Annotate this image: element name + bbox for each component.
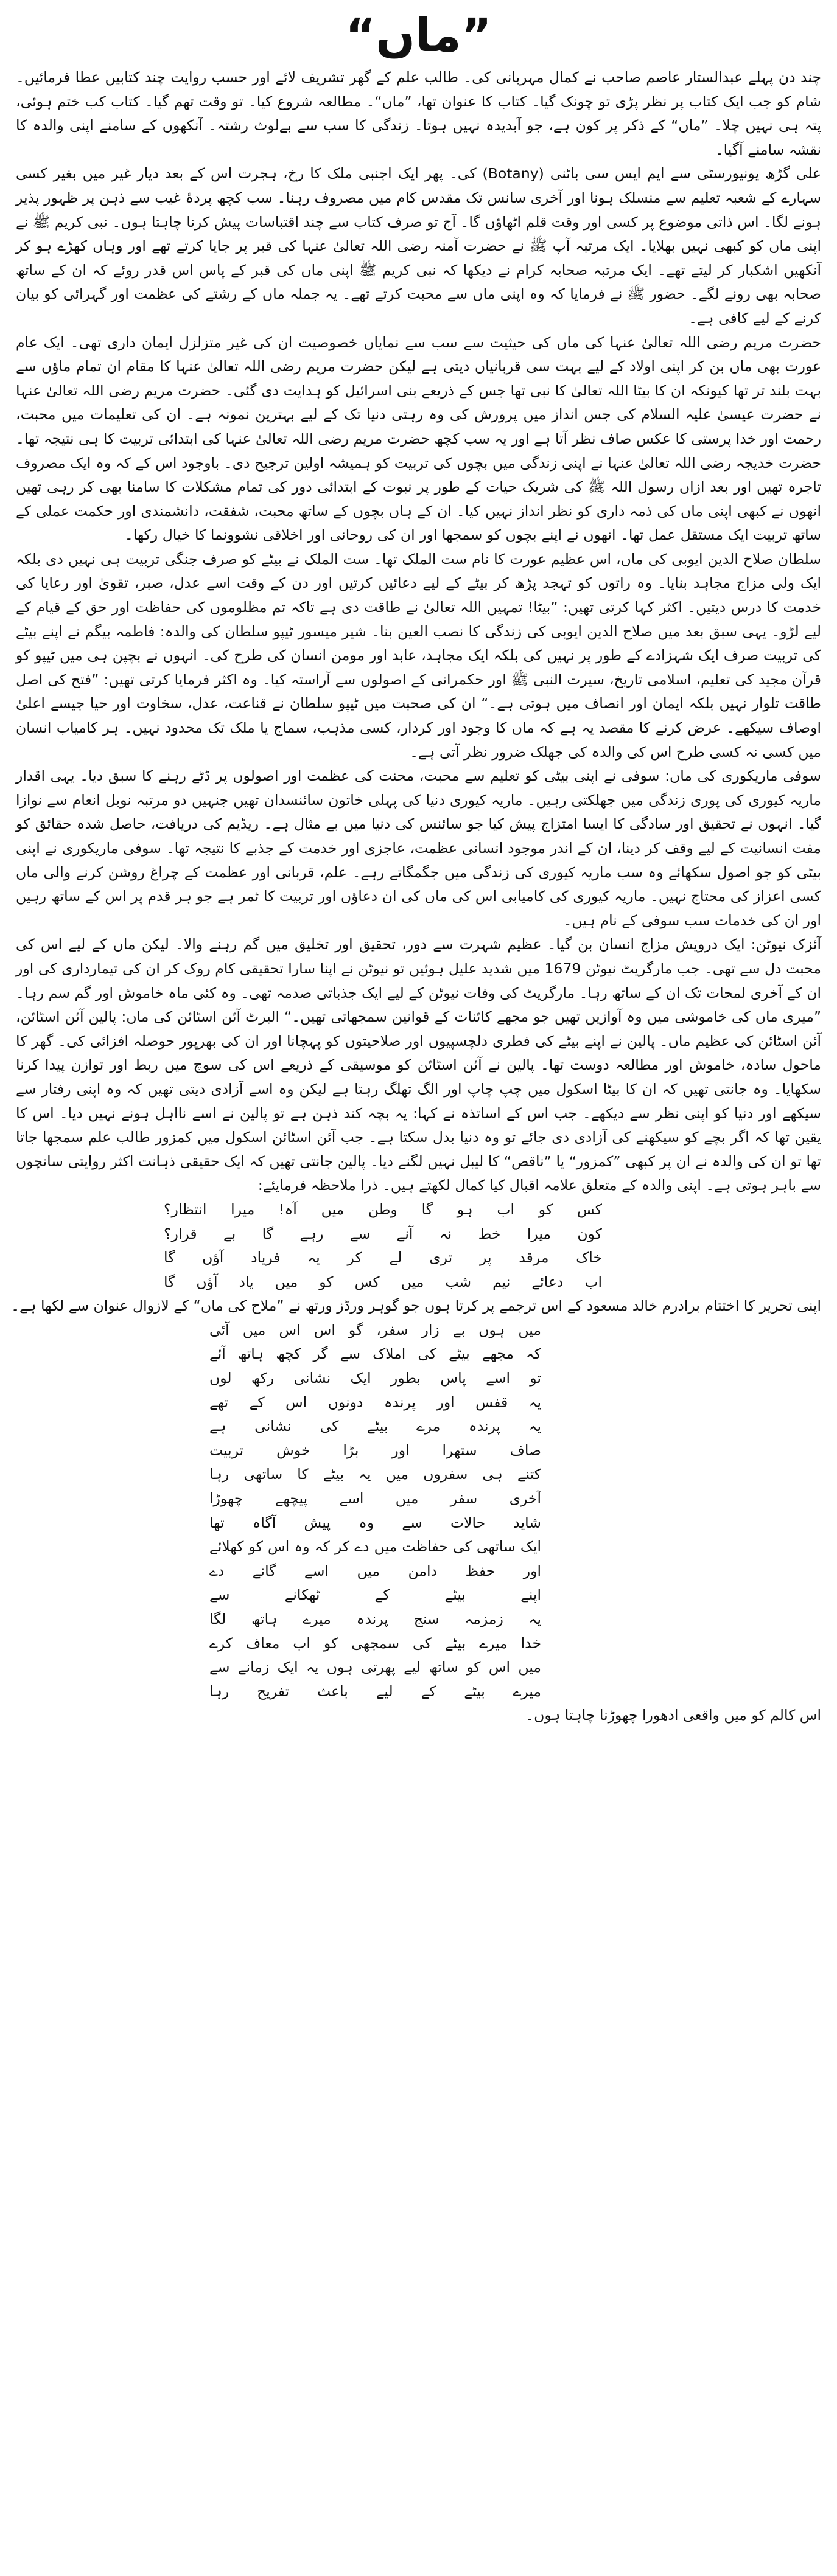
poem-line: شاید حالات سے وہ پیش آگاہ تھا: [209, 1514, 541, 1531]
poem-line: یہ زمزمہ سنج پرندہ میرے ہاتھ لگا: [209, 1610, 541, 1627]
poem-line: خاک مرقد پر تری لے کر یہ فریاد آؤں گا: [164, 1249, 602, 1267]
sailors-mother-poem: [209, 1318, 541, 1704]
paragraph-hazrat-maryam: حضرت مریم رضی اللہ تعالیٰ عنہا کی ماں کی حیثیت سے سب سے نمایاں خصوصیت ان کی غیر متزلزل ایمان داری تھی۔ ایک عام عورت بھی ماں بن کر اپنی اولاد کے لیے بہت سی قربانیاں دیتی ہے لیکن حضرت مریم رضی اللہ تعالیٰ عنہا کا مقام ان تمام ماؤں سے بہت بلند تر تھا کیونکہ ان کا بیٹا اللہ تعالیٰ کا نبی تھا جس کے ذریعے بنی اسرائیل کو ہدایت دی گئی۔ حضرت مریم رضی اللہ تعالیٰ عنہا نے حضرت عیسیٰ علیہ السلام کی جس انداز میں پرورش کی وہ رہتی دنیا تک کے لیے بہترین نمونہ ہے۔ ان کی تعلیمات میں محبت، رحمت اور خدا پرستی کا عکس صاف نظر آتا ہے اور یہ سب کچھ حضرت مریم رضی اللہ تعالیٰ عنہا کی ابتدائی تربیت کا ہی نتیجہ تھا۔ حضرت خدیجہ رضی اللہ تعالیٰ عنہا نے اپنی زندگی میں بچوں کی تربیت کو ہمیشہ اولین ترجیح دی۔ باوجود اس کے کہ وہ ایک مصروف تاجرہ تھیں اور بعد ازاں رسول اللہ ﷺ کی شریک حیات کے طور پر نبوت کے ابتدائی دور کی تمام مشکلات کا سامنا بھی کر رہی تھیں انھوں نے کبھی اپنی ماں کی ذمہ داری کو نظر انداز نہیں کیا۔ ان کے ہاں بچوں کے ساتھ محبت، شفقت، دانشمندی اور حکمت عملی کے ساتھ تربیت ایک مستقل عمل تھا۔ انھوں نے اپنے بچوں کو سمجھا اور ان کی روحانی اور اخلاقی نشوونما کا خیال رکھا۔: [16, 333, 821, 544]
paragraph-newton-einstein: آئزک نیوٹن: ایک درویش مزاج انسان بن گیا۔ عظیم شہرت سے دور، تحقیق اور تخلیق میں گم رہنے والا۔ لیکن ماں کے لیے اس کی محبت دل سے تھی۔ جب مارگریٹ نیوٹن 1679 میں شدید علیل ہوئیں تو نیوٹن نے اپنا سارا تحقیقی کام روک کر ان کی تیمارداری کی اور ان کے آخری لمحات تک ان کے ساتھ رہا۔ مارگریٹ کی وفات نیوٹن کے لیے ایک جذباتی صدمہ تھی۔ وہ کئی ماہ خاموش اور گم سم رہا۔ ”میری ماں کی خاموشی میں وہ آوازیں تھیں جو مجھے کائنات کے قوانین سمجھاتی تھیں۔“ البرٹ آئن اسٹائن کی ماں: پالین آئن اسٹائن، آئن اسٹائن کی عظیم ماں۔ پالین نے اپنے بیٹے کی فطری دلچسپیوں اور صلاحیتوں کو پہچانا اور ان کی بھرپور حوصلہ افزائی کی۔ گھر کا ماحول سادہ، خاموش اور مطالعہ دوست تھا۔ پالین نے آئن اسٹائن کو موسیقی کے ذریعے اس کی سوچ میں ربط اور توازن پیدا کرنا سکھایا۔ وہ جانتی تھیں کہ ان کا بیٹا اسکول میں چپ چاپ اور الگ تھلگ رہتا ہے لیکن وہ اسے آزادی دیتی تھیں کہ وہ اپنی رفتار سے سیکھے اور دنیا کو اپنی نظر سے دیکھے۔ جب اس کے اساتذہ نے کہا: یہ بچہ کند ذہن ہے تو پالین نے اسے نااہل ہونے نہیں دیا۔ اس کا یقین تھا کہ اگر بچے کو سیکھنے کی آزادی دی جائے تو وہ دنیا بدل سکتا ہے۔ جب آئن اسٹائن اسکول میں کمزور طالب علم سمجھا جاتا تھا تو ان کی والدہ نے ان پر کبھی ”کمزور“ یا ”ناقص“ کا لیبل نہیں لگنے دیا۔ پالین جانتی تھیں کہ ایک حقیقی ذہانت اکثر روایتی سانچوں سے باہر ہوتی ہے۔ اپنی والدہ کے متعلق علامہ اقبال کیا کمال لکھتے ہیں۔ ذرا ملاحظہ فرمایئے:: [16, 936, 821, 1194]
poem-line: کتنے ہی سفروں میں یہ بیٹے کا ساتھی رہا: [209, 1466, 541, 1483]
poem-line: اب دعائے نیم شب میں کس کو میں یاد آؤں گا: [164, 1273, 602, 1290]
poem-line: ایک ساتھی کی حفاظت میں دے کر کہ وہ اس کو کھلائے: [209, 1538, 541, 1556]
poem-line: میرے بیٹے کے لیے باعث تفریح رہا: [209, 1682, 541, 1700]
paragraph-intro: چند دن پہلے عبدالستار عاصم صاحب نے کمال مہربانی کی۔ طالب علم کے گھر تشریف لائے اور حسب روایت چند کتابیں عطا فرمائیں۔ شام کو جب ایک کتاب پر نظر پڑی تو چونک گیا۔ کتاب کا عنوان تھا، ”ماں“۔ مطالعہ شروع کیا۔ تو وقت تھم گیا۔ کتاب کب ختم ہوئی، پتہ ہی نہیں چلا۔ ”ماں“ کے ذکر پر کون ہے، جو آبدیدہ نہیں ہوتا۔ زندگی کا سب سے بےلوث رشتہ۔ آنکھوں کے سامنے اپنی والدہ کا نقشہ سامنے آگیا۔: [16, 69, 821, 158]
poem-line: کس کو اب ہو گا وطن میں آہ! میرا انتظار؟: [164, 1200, 602, 1218]
poem-line: آخری سفر میں اسے پیچھے چھوڑا: [209, 1490, 541, 1508]
paragraph-mother-memory: علی گڑھ یونیورسٹی سے ایم ایس سی باٹنی (Botany) کی۔ پھر ایک اجنبی ملک کا رخ، ہجرت اس کے بعد دیار غیر میں بغیر کسی سہارے کے شعبہ تعلیم سے منسلک ہونا اور آخری سانس تک مقدس کام میں مصروف رہنا۔ سب کچھ پردۂ غیب سے ذہن پر ظہور پذیر ہونے لگا۔ اس ذاتی موضوع پر کسی اور وقت قلم اٹھاؤں گا۔ آج تو صرف کتاب سے چند اقتباسات پیش کرنا چاہتا ہوں۔ نبی کریم ﷺ نے اپنی ماں کو کبھی نہیں بھلایا۔ ایک مرتبہ آپ ﷺ نے حضرت آمنہ رضی اللہ تعالیٰ عنہا کی قبر پر جایا کرتے تھے اور وہاں کھڑے ہو کر آنکھیں اشکبار کر لیتے تھے۔ ایک مرتبہ صحابہ کرام نے دیکھا کہ نبی کریم ﷺ اپنی ماں کی قبر کے پاس اس قدر روئے کہ ان کے ساتھ صحابہ بھی رونے لگے۔ حضور ﷺ نے فرمایا کہ وہ اپنی ماں سے محبت کرتے تھے۔ یہ جملہ ماں کے رشتے کی عظمت اور گہرائی کو بیان کرنے کے لیے کافی ہے۔: [16, 165, 821, 327]
poem-line: اپنے بیٹے کے ٹھکانے سے: [209, 1586, 541, 1604]
poem-line: میں ہوں بے زار سفر، گو اس اس میں آئی: [209, 1321, 541, 1338]
poem-line: میں اس کو ساتھ لیے پھرتی ہوں یہ ایک زمانے سے: [209, 1659, 541, 1676]
closing-line: اس کالم کو میں واقعی ادھورا چھوڑنا چاہتا ہوں۔: [525, 1707, 821, 1724]
poem-line: کہ مجھے بیٹے کی املاک سے گر کچھ ہاتھ آئے: [209, 1345, 541, 1363]
poem-line: صاف ستھرا اور بڑا خوش تربیت: [209, 1441, 541, 1459]
paragraph-marie-curie: سوفی ماریکوری کی ماں: سوفی نے اپنی بیٹی کو تعلیم سے محبت، محنت کی عظمت اور اصولوں پر ڈٹے رہنے کا سبق دیا۔ یہی اقدار ماریہ کیوری کی پوری زندگی میں جھلکتی رہیں۔ ماریہ کیوری دنیا کی پہلی خاتون سائنسدان تھیں جنہیں دو مرتبہ نوبل انعام سے نوازا گیا۔ انہوں نے تحقیق اور سادگی کا ایسا امتزاج پیش کیا جو سائنس کی دنیا میں بے مثال ہے۔ ریڈیم کی دریافت، حاصل شدہ حقائق کو مفت انسانیت کے لیے وقف کر دینا، ان کے اندر موجود انسانی عظمت، عاجزی اور خدمت کے جذبے کا نتیجہ تھا۔ سوفی ماریکوری نے اپنی بیٹی کو جو اصول سکھائے وہ سب ماریہ کیوری کی زندگی میں جگمگاتے رہے۔ علم، قربانی اور عظمت کے چراغ روشن کرنے والی ماں کسی اعزاز کی محتاج نہیں۔ ماریہ کیوری کی کامیابی اس کی ماں کی ان دعاؤں اور تربیت کا ثمر ہے جو ہر قدم پر اس کے ساتھ رہیں اور ان کی خدمات سب سوفی کے نام ہیں۔: [16, 767, 821, 929]
poem-line: کون میرا خط نہ آنے سے رہے گا بے قرار؟: [164, 1225, 602, 1242]
iqbal-poem: [164, 1198, 602, 1294]
translation-intro: اپنی تحریر کا اختتام برادرم خالد مسعود کے اس ترجمے پر کرتا ہوں جو گوہر ورڈز ورتھ نے ”ملاح کی ماں“ کے لازوال عنوان سے لکھا ہے۔: [11, 1297, 821, 1315]
poem-line: اور حفظ دامن میں اسے گانے دے: [209, 1562, 541, 1579]
poem-line: تو اسے پاس بطور ایک نشانی رکھ لوں: [209, 1370, 541, 1387]
paragraph-salahuddin-tipu: سلطان صلاح الدین ایوبی کی ماں، اس عظیم عورت کا نام ست الملک تھا۔ ست الملک نے بیٹے کو صرف جنگی تربیت ہی نہیں دی بلکہ ایک ولی مزاج مجاہد بنایا۔ وہ راتوں کو تہجد پڑھ کر بیٹے کے لیے دعائیں کرتیں اور دن کے وقت اسے عدل، صبر، تقویٰ اور رعایا کی خدمت کا درس دیتیں۔ اکثر کہا کرتی تھیں: ”بیٹا! تمہیں اللہ تعالیٰ نے طاقت دی ہے تاکہ تم مظلوموں کی حفاظت اور حق کے قیام کے لیے لڑو۔ یہی سبق بعد میں صلاح الدین ایوبی کی زندگی کا نصب العین بنا۔ شیر میسور ٹیپو سلطان کی والدہ: فاطمہ بیگم نے اپنے بیٹے کی تربیت صرف ایک شہزادے کے طور پر نہیں کی بلکہ ایک مجاہد، عابد اور مومن انسان کی طرح کی۔ انہوں نے بچپن ہی میں ٹیپو کو قرآن مجید کی تعلیم، اسلامی تاریخ، سیرت النبی ﷺ اور حکمرانی کے اصولوں سے آراستہ کیا۔ وہ اکثر فرمایا کرتی تھیں: ”فتح کی اصل طاقت تلوار نہیں بلکہ ایمان اور انصاف میں ہوتی ہے۔“ ان کی صحبت میں ٹیپو سلطان نے قناعت، عدل، سخاوت اور حیا جیسے اعلیٰ اوصاف سیکھے۔ عرض کرنے کا مقصد یہ ہے کہ ماں کا وجود اور کردار، کسی مذہب، سماج یا ملک تک محدود نہیں۔ ہر کامیاب انسان میں کسی نہ کسی طرح اس کی والدہ کی جھلک ضرور نظر آتی ہے۔: [16, 550, 821, 761]
poem-line: خدا میرے بیٹے کی سمجھی کو اب معاف کرے: [209, 1634, 541, 1652]
column-title: ”ماں“: [345, 8, 492, 62]
column-body: [16, 66, 821, 1198]
poem-line: یہ پرندہ مرے بیٹے کی نشانی ہے: [209, 1418, 541, 1435]
poem-line: یہ قفس اور پرندہ دونوں اس کے تھے: [209, 1393, 541, 1411]
